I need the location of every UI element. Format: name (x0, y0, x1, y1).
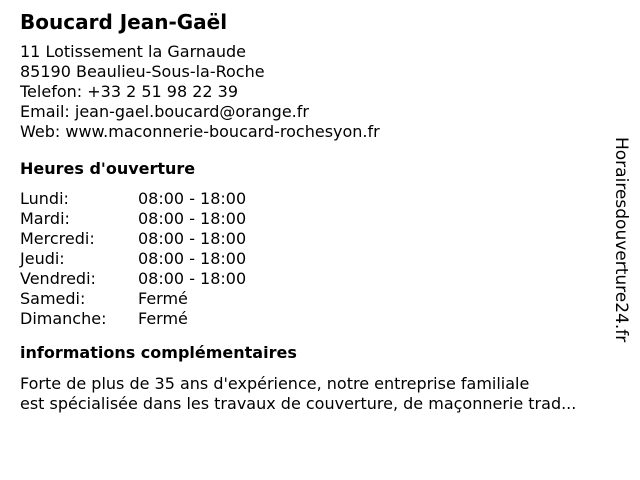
time-value: 08:00 - 18:00 (138, 229, 247, 248)
time-value: 08:00 - 18:00 (138, 249, 247, 268)
email-line: Email: jean-gael.boucard@orange.fr (20, 102, 309, 121)
contact-block (20, 42, 620, 142)
additional-info-heading: informations complémentaires (20, 343, 297, 362)
description-line: Forte de plus de 35 ans d'expérience, notre entreprise familiale (20, 374, 530, 393)
time-value: Fermé (138, 289, 188, 308)
site-watermark (611, 137, 631, 347)
hours-row-saturday (20, 289, 620, 309)
time-value: 08:00 - 18:00 (138, 189, 247, 208)
description-line: est spécialisée dans les travaux de couverture, de maçonnerie trad... (20, 394, 577, 413)
business-name: Boucard Jean-Gaël (20, 10, 228, 34)
city-address: 85190 Beaulieu-Sous-la-Roche (20, 62, 265, 81)
day-label: Jeudi: (20, 249, 65, 268)
opening-hours-heading: Heures d'ouverture (20, 159, 196, 178)
day-label: Mardi: (20, 209, 70, 228)
hours-row-wednesday (20, 229, 620, 249)
hours-row-thursday (20, 249, 620, 269)
hours-row-sunday (20, 309, 620, 329)
time-value: Fermé (138, 309, 188, 328)
website-line: Web: www.maconnerie-boucard-rochesyon.fr (20, 122, 380, 141)
site-watermark-text: Horairesdouverture24.fr (611, 137, 631, 343)
time-value: 08:00 - 18:00 (138, 209, 247, 228)
street-address: 11 Lotissement la Garnaude (20, 42, 246, 61)
business-description (20, 374, 620, 414)
opening-hours-table (20, 189, 620, 329)
day-label: Vendredi: (20, 269, 96, 288)
time-value: 08:00 - 18:00 (138, 269, 247, 288)
day-label: Dimanche: (20, 309, 107, 328)
hours-row-friday (20, 269, 620, 289)
day-label: Mercredi: (20, 229, 95, 248)
hours-row-monday (20, 189, 620, 209)
hours-row-tuesday (20, 209, 620, 229)
business-card (20, 8, 620, 414)
day-label: Lundi: (20, 189, 69, 208)
phone-line: Telefon: +33 2 51 98 22 39 (20, 82, 239, 101)
day-label: Samedi: (20, 289, 86, 308)
